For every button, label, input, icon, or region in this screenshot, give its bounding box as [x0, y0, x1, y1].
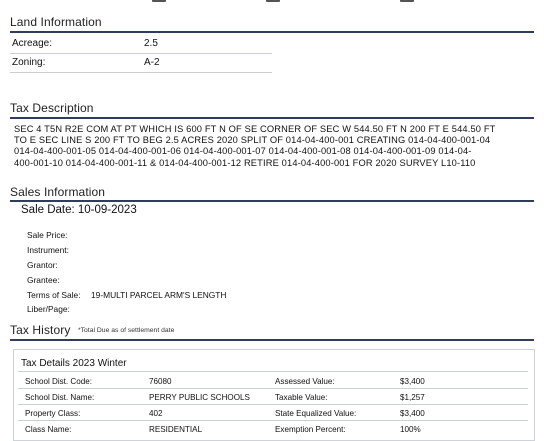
sales-information-heading: Sales Information	[10, 185, 106, 199]
sale-price-label: Sale Price:	[27, 230, 68, 240]
taxable-value-value: $1,257	[400, 393, 425, 402]
school-dist-name-value: PERRY PUBLIC SCHOOLS	[149, 393, 250, 402]
taxable-value-label: Taxable Value:	[275, 393, 328, 402]
settlement-note: *Total Due as of settlement date	[78, 327, 175, 334]
grantee-label: Grantee:	[27, 275, 60, 285]
table-row-divider	[18, 388, 528, 389]
assessed-value-value: $3,400	[400, 377, 425, 386]
terms-of-sale-label: Terms of Sale:	[27, 290, 81, 300]
tax-description-line: TO E SEC LINE S 200 FT TO BEG 2.5 ACRES 2020 SPLIT OF 014-04-400-001 CREATING 014-04-400-001-04	[14, 135, 491, 146]
liber-page-label: Liber/Page:	[27, 304, 70, 314]
tax-history-rule	[10, 339, 534, 341]
land-heading-rule	[10, 31, 534, 33]
acreage-value: 2.5	[144, 38, 158, 49]
table-row-divider	[18, 404, 528, 405]
tax-description-rule	[10, 117, 534, 119]
cropped-text-fragment	[266, 0, 280, 2]
land-row-divider	[10, 72, 272, 73]
tax-description-line: SEC 4 T5N R2E COM AT PT WHICH IS 600 FT N OF SE CORNER OF SEC W 544.50 FT N 200 FT E 544.50 FT	[14, 124, 496, 134]
exemption-percent-value: 100%	[400, 425, 421, 434]
terms-of-sale-value: 19-MULTI PARCEL ARM'S LENGTH	[91, 290, 227, 300]
instrument-label: Instrument:	[27, 245, 69, 255]
cropped-text-fragment	[152, 0, 166, 2]
panel-title-divider	[18, 371, 528, 372]
assessed-value-label: Assessed Value:	[275, 377, 335, 386]
exemption-percent-label: Exemption Percent:	[275, 425, 346, 434]
acreage-label: Acreage:	[12, 38, 53, 49]
tax-details-panel	[13, 349, 535, 441]
school-dist-code-label: School Dist. Code:	[25, 377, 93, 386]
property-class-value: 402	[149, 409, 163, 418]
cropped-text-fragment	[400, 0, 414, 2]
property-class-label: Property Class:	[25, 409, 81, 418]
sale-date: Sale Date: 10-09-2023	[21, 204, 137, 216]
tax-description-line: 400-001-10 014-04-400-001-11 & 014-04-400-001-12 RETIRE 014-04-400-001 FOR 2020 SURVEY L10-110	[14, 157, 476, 168]
grantor-label: Grantor:	[27, 260, 58, 270]
tax-description-text	[14, 124, 539, 169]
class-name-label: Class Name:	[25, 425, 72, 434]
zoning-value: A-2	[144, 57, 160, 68]
state-equalized-value-label: State Equalized Value:	[275, 409, 357, 418]
table-row-divider	[18, 420, 528, 421]
state-equalized-value-value: $3,400	[400, 409, 425, 418]
school-dist-name-label: School Dist. Name:	[25, 393, 95, 402]
land-information-heading: Land Information	[10, 15, 102, 29]
tax-history-heading: Tax History	[10, 323, 71, 337]
school-dist-code-value: 76080	[149, 377, 172, 386]
zoning-label: Zoning:	[12, 57, 46, 68]
tax-description-heading: Tax Description	[10, 101, 94, 115]
tax-description-line: 014-04-400-001-05 014-04-400-001-06 014-04-400-001-07 014-04-400-001-08 014-04-400-001-09 014-04-	[14, 146, 472, 157]
sales-information-rule	[10, 200, 534, 202]
land-row-divider	[10, 53, 272, 54]
class-name-value: RESIDENTIAL	[149, 425, 203, 434]
tax-details-title: Tax Details 2023 Winter	[21, 358, 127, 369]
